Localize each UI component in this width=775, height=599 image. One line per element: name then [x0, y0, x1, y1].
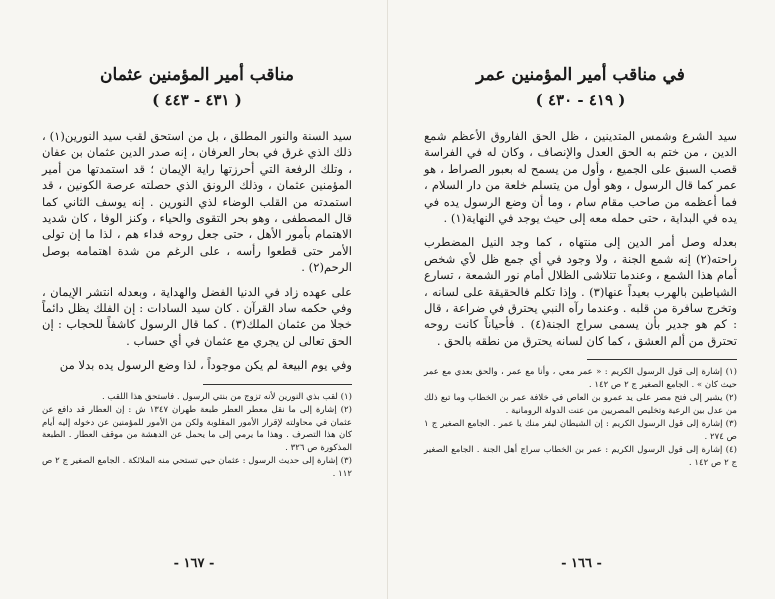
page-title: مناقب أمير المؤمنين عثمان [100, 65, 294, 85]
verse-range: ( ٤٣١ - ٤٤٣ ) [152, 91, 242, 109]
footnote: (١) إشارة إلى قول الرسول الكريم : « عمر معي ، وأنا مع عمر ، والحق بعدي مع عمر حيث كان » . الجامع الصغير ج ٢ ص ١٤٢ . [424, 367, 737, 390]
body-paragraph: على عهده زاد في الدنيا الفضل والهداية ، وبعدله انتشر الإيمان ، وفي حكمه ساد القرآن . كان سيد السادات : إن الفلك يظل دائماً خجلا من عثمان الملك(٣) . كما قال الرسول كاشفاً للحجاب : إن الحق تعالى لن يجري مع عثمان في أي حساب . [42, 284, 352, 348]
footnote: (٢) يشير إلى فتح مصر على يد عمرو بن العاص في خلافة عمر بن الخطاب وما تبع ذلك من عدل بين الرعية وتخليص المصريين من عنت الدولة الرومانية . [424, 393, 737, 416]
page-title: في مناقب أمير المؤمنين عمر [476, 65, 685, 85]
body-paragraph: سيد الشرع وشمس المتدينين ، ظل الحق الفاروق الأعظم شمع الدين ، من ختم به الحق العدل والإنصاف ، وكان له في الفراسة قصب السبق على الجميع ، وأول من يسمح له بعبور الصراط ، هو عمر كما قال الرسول ، وهو أول من يتسلم خلعة من دار السلام ، فما أعظمه من صاحب مقام سام ، وما أن وضع الرسول يده في يده في البداية ، حتى حمله معه إلى حيث يوجد في النهاية(١) . [424, 129, 737, 226]
page-number: - ١٦٧ - [173, 556, 215, 571]
body-paragraph: بعدله وصل أمر الدين إلى منتهاه ، كما وجد النيل المضطرب راحته(٢) إنه شمع الجنة ، ولا وجود في أي جمع ظل لأي شخص أمام هذا الشمع ، وعندما تتلاشى الظلال أمام نور الشمعة ، تسارع الشياطين بالهرب بعيداً عنها(٣) . وإذا تكلم فالحقيقة على لسانه ، وتخرج سافرة من قلبه . وعندما رآه النبي يحترق في ضراعة ، قال : كم هو جدير بأن يسمى سراج الجنة(٤) . فأحياناً كانت روحه تحترق من ألم العشق ، كما كان لسانه يحترق من نطقه بالحق . [424, 235, 737, 348]
footnote: (١) لقب بذي النورين لأنه تزوج من بنتي الرسول . فاستحق هذا اللقب . [101, 391, 352, 402]
footnote: (٣) إشارة إلى حديث الرسول : عثمان حيي تستحي منه الملائكة . الجامع الصغير ج ٢ ص ١١٢ . [42, 456, 352, 479]
footnote: (٤) إشارة إلى قول الرسول الكريم : عمر بن الخطاب سراج أهل الجنة . الجامع الصغير ج ٢ ص ١٤٢ . [424, 445, 737, 468]
footnote: (٢) إشارة إلى ما نقل معطر العطر طبعة طهران ١٣٤٧ ش : إن العطار قد دافع عن عثمان في محاولته لإقرار الأمور المقلوبة ولكن من الأمور للمؤمنين عن دخوله إليه أيام كان هذا التصرف . وهذا ما يرمي إلى ما يحمل عن الدهشة من موقف العطار . الطبعة المذكورة ص ٣٢٦ . [42, 405, 352, 453]
page-number: - ١٦٦ - [561, 556, 602, 571]
verse-range: ( ٤١٩ - ٤٣٠ ) [535, 91, 626, 109]
right-page [388, 0, 775, 599]
footnote: (٣) إشارة إلى قول الرسول الكريم : إن الشيطان ليفر منك يا عمر . الجامع الصغير ج ١ ص ٢٧٤ . [424, 419, 737, 442]
footnote-divider [587, 359, 737, 360]
footnote-divider [203, 384, 352, 385]
body-paragraph: سيد السنة والنور المطلق ، بل من استحق لقب سيد النورين(١) ، ذلك الذي غرق في بحار العرفان ، إنه صدر الدين عثمان بن عفان ، وتلك الرفعة التي أحرزتها راية الإيمان ؛ قد استمدتها من أمير المؤمنين عثمان ، وذلك الرونق الذي حصلته عرصة الكونين ، قد استمدته من القلب الوضاء لذي النورين . إنه يوسف الثاني كما قال المصطفى ، وهو بحر التقوى والحياء ، وكنز الوفا ، كان شديد الاهتمام بأمور الأهل ، حتى جعل روحه فداء هم ، لذا ما إن تولى الأمر حتى قطعوا رأسه ، على الرغم من شدة اهتمامه بوصل الرحم(٢) . [42, 129, 352, 275]
body-paragraph: وفي يوم البيعة لم يكن موجوداً ، لذا وضع الرسول يده بدلا من [59, 358, 352, 373]
